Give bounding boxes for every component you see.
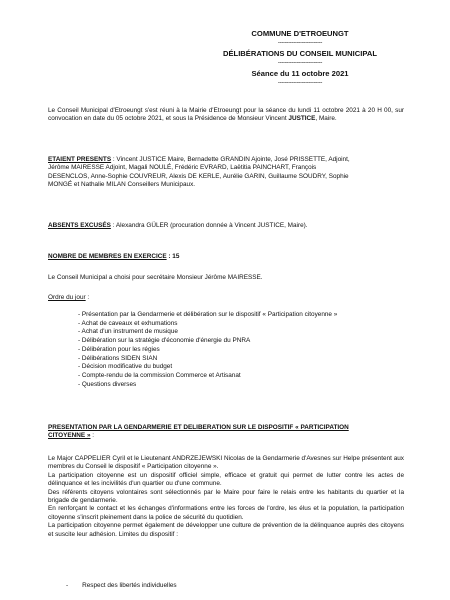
presentation-title: PRESENTATION PAR LA GENDARMERIE ET DELIBERATION SUR LE DISPOSITIF « PARTICIPATION (48, 424, 349, 431)
agenda-item: - Délibérations SIDEN SIAN (78, 354, 158, 362)
secretaire-line: Le Conseil Municipal a choisi pour secrétaire Monsieur Jérôme MAIRESSE. (48, 274, 263, 281)
presents-line: DESENCLOS, Anne-Sophie COUVREUR, Alexis DE KERLE, Aurélie GARIN, Guillaume SOUDRY, Sophie (48, 172, 349, 180)
presentation-body (48, 455, 404, 539)
presentation-title-suffix: : (90, 432, 95, 440)
bullet-text: Respect des libertés individuelles (82, 582, 177, 589)
presentation-heading (48, 424, 404, 441)
agenda-item: - Présentation par la Gendarmerie et délibération sur le dispositif « Participation citoyenne » (78, 311, 338, 318)
excuses-label: ABSENTS EXCUSÉS (48, 222, 111, 229)
presents-paragraph (48, 156, 404, 190)
agenda-item: - Décision modificative du budget (78, 363, 173, 371)
bullet-dash: - (66, 582, 69, 589)
presentation-paragraph: En renforçant le contact et les échanges d'informations entre les forces de l'ordre, les élus et la population, la participation citoyenne s'inscrit pleinement dans la police de sécurité du quotidien. (48, 505, 404, 521)
header-separator: -------------------------- (277, 40, 323, 46)
agenda-item: - Délibération sur la stratégie d'économie d'énergie du PNRA (78, 337, 251, 345)
seance-date: Séance du 11 octobre 2021 (251, 69, 349, 78)
limits-bullet (66, 582, 177, 590)
presents-line: MONGÉ et Nathalie MILAN Conseillers Municipaux. (48, 181, 196, 189)
ordre-du-jour-heading (48, 294, 89, 302)
commune-title: COMMUNE D'ETROEUNGT (251, 29, 349, 38)
deliberations-title: DÉLIBÉRATIONS DU CONSEIL MUNICIPAL (223, 49, 377, 58)
header-separator: -------------------------- (277, 60, 323, 66)
presents-line: : Vincent JUSTICE Maire, Bernadette GRANDIN Ajointe, José PRISSETTE, Adjoint, (111, 156, 350, 163)
membres-line (48, 253, 179, 261)
agenda-item: - Compte-rendu de la commission Commerce et Artisanat (78, 371, 241, 379)
intro-text: Le Conseil Municipal d'Etroeungt s'est réuni à la Mairie d'Etroeungt pour la séance du lundi 11 octobre 2021 à 20 H 00, sur convocation en date du 05 octobre 2021, et sous la Présidence de Monsieur Vincent (48, 107, 404, 123)
agenda-list (78, 311, 337, 389)
presentation-paragraph: La participation citoyenne est un dispositif officiel simple, efficace et gratuit qui permet de lutter contre les actes de délinquance et les incivilités d'un quartier ou d'une commune. (48, 471, 404, 488)
ordre-du-jour-suffix: : (85, 294, 90, 301)
header-separator: -------------------------- (277, 80, 323, 86)
membres-label: NOMBRE DE MEMBRES EN EXERCICE (48, 253, 167, 260)
presentation-paragraph: Des référents citoyens volontaires sont sélectionnés par le Maire pour faire le relais entre les habitants du quartier et la brigade de gendarmerie. (48, 488, 404, 505)
presentation-title-cont: CITOYENNE » (48, 432, 91, 440)
presentation-paragraph: Le Major CAPPELIER Cyril et le Lieutenant ANDRZEJEWSKI Nicolas de la Gendarmerie d'Avesnes sur Helpe présentent aux membres du Conseil le dispositif « Participation citoyenne ». (48, 455, 404, 471)
membres-value: : 15 (166, 253, 180, 260)
ordre-du-jour-label: Ordre du jour (48, 294, 86, 301)
presents-line: Jérôme MAIRESSE Adjoint, Magali NOULÉ, Frédéric EVRARD, Laëtitia PAINCHART, François (48, 164, 317, 172)
agenda-item: - Achat de caveaux et exhumations (78, 319, 178, 327)
excuses-text: : Alexandra GÜLER (procuration donnée à Vincent JUSTICE, Maire). (110, 222, 308, 229)
intro-paragraph (48, 107, 404, 124)
president-name: JUSTICE (288, 115, 316, 123)
presentation-paragraph: La participation citoyenne permet également de développer une culture de prévention de la délinquance auprès des citoyens et suscite leur adhésion. Limites du dispositif : (48, 522, 404, 538)
excuses-line (48, 222, 308, 230)
agenda-item: - Questions diverses (78, 380, 137, 388)
agenda-item: - Délibération pour les régies (78, 345, 160, 353)
agenda-item: - Achat d'un instrument de musique (78, 328, 178, 336)
presents-label: ETAIENT PRESENTS (48, 156, 112, 163)
intro-text-end: , Maire. (315, 115, 337, 123)
